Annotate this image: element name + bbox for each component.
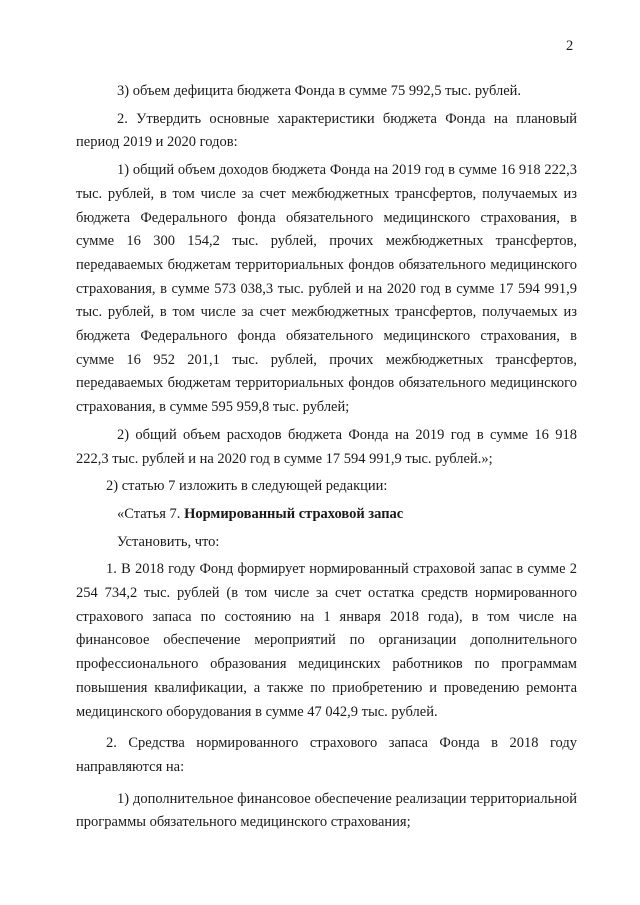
document-body: [76, 80, 577, 835]
paragraph-reserve-formation: 1. В 2018 году Фонд формирует нормированный страховой запас в сумме 2 254 734,2 тыс. рублей (в том числе за счет остатка средств нормированного страхового запаса по состоянию на 1 января 2018 года), в том числе на финансовое обеспечение мероприятий по организации дополнительного профессионального образования медицинских работников по программам повышения квалификации, а также по приобретению и проведению ремонта медицинского оборудования в сумме 47 042,9 тыс. рублей.: [76, 561, 577, 720]
paragraph-establish: Установить, что:: [117, 533, 220, 550]
paragraph-reserve-directions: 2. Средства нормированного страхового запаса Фонда в 2018 году направляются на:: [76, 735, 577, 775]
article-prefix: «Статья 7.: [117, 505, 185, 522]
paragraph-revenues: 1) общий объем доходов бюджета Фонда на 2019 год в сумме 16 918 222,3 тыс. рублей, в том числе за счет межбюджетных трансфертов, получаемых из бюджета Федерального фонда обязательного медицинского страхования, в сумме 16 300 154,2 тыс. рублей, прочих межбюджетных трансфертов, передаваемых бюджетам территориальных фондов обязательного медицинского страхования, в сумме 573 038,3 тыс. рублей и на 2020 год в сумме 17 594 991,9 тыс. рублей, в том числе за счет межбюджетных трансфертов, получаемых из бюджета Федерального фонда обязательного медицинского страхования, в сумме 16 952 201,1 тыс. рублей, прочих межбюджетных трансфертов, передаваемых бюджетам территориальных фондов обязательного медицинского страхования, в сумме 595 959,8 тыс. рублей;: [76, 162, 577, 416]
paragraph-deficit: 3) объем дефицита бюджета Фонда в сумме 75 992,5 тыс. рублей.: [117, 83, 522, 99]
page-number: 2: [566, 38, 574, 54]
paragraph-plan-period: 2. Утвердить основные характеристики бюджета Фонда на плановый период 2019 и 2020 годов:: [76, 110, 577, 151]
paragraph-expenses: 2) общий объем расходов бюджета Фонда на 2019 год в сумме 16 918 222,3 тыс. рублей и на 2020 год в сумме 17 594 991,9 тыс. рублей.»;: [76, 426, 577, 467]
article-title: Нормированный страховой запас: [184, 505, 404, 522]
paragraph-additional-financing: 1) дополнительное финансовое обеспечение реализации территориальной программы обязательного медицинского страхования;: [76, 790, 577, 831]
paragraph-article-amend: 2) статью 7 изложить в следующей редакции:: [106, 478, 388, 495]
article-heading: [76, 503, 577, 527]
